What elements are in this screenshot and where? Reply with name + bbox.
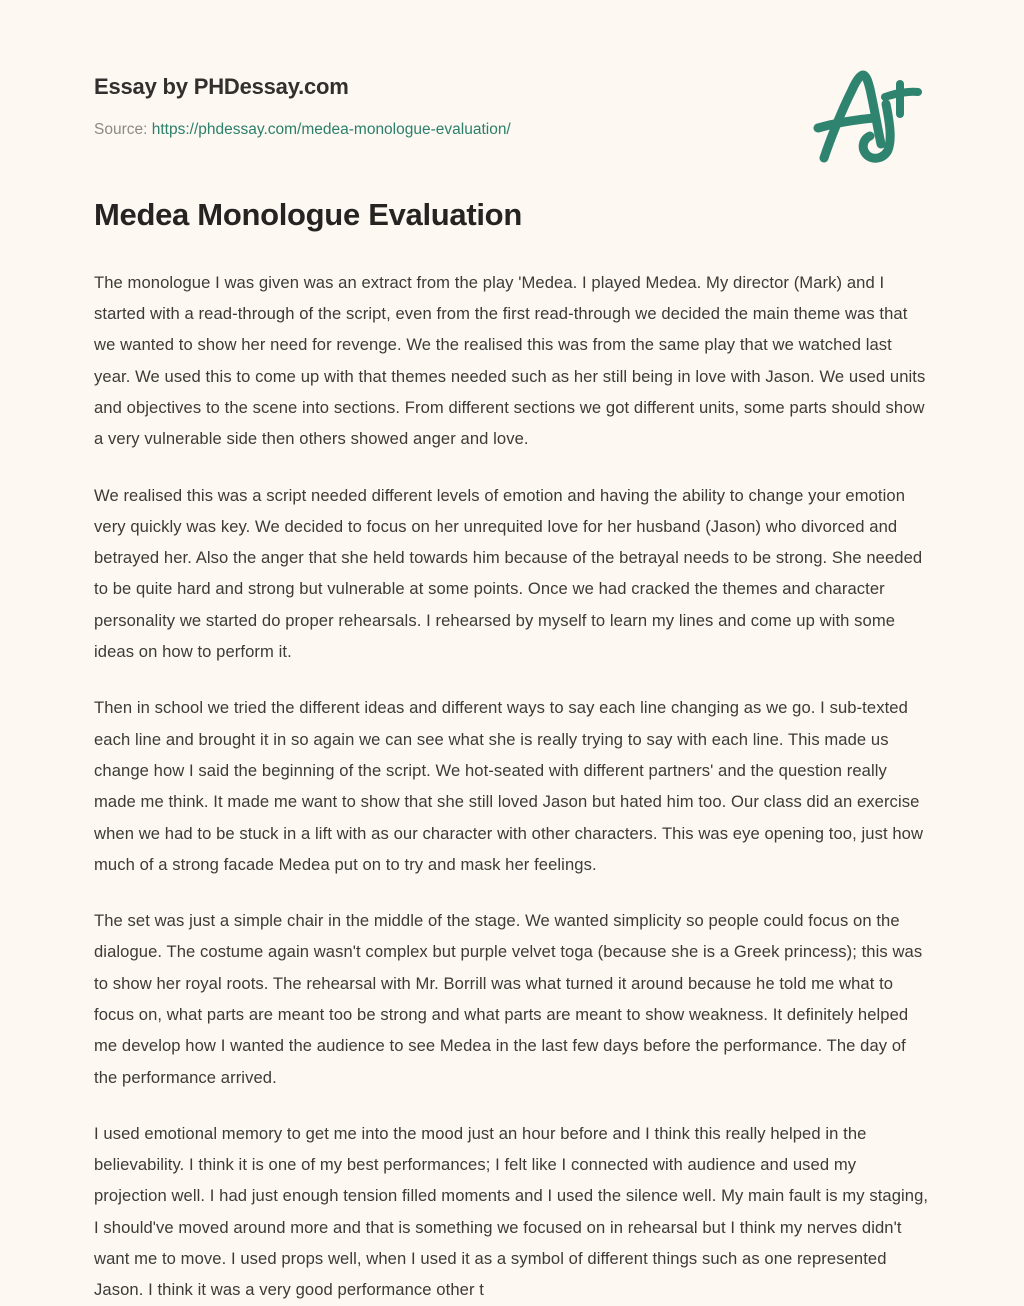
page-title: Medea Monologue Evaluation: [94, 197, 522, 232]
article-paragraph: The monologue I was given was an extract from the play 'Medea. I played Medea. My director (Mark) and I started with a read-through of the script, even from the first read-through we decided the main theme was that we wanted to show her need for revenge. We the realised this was from the same play that we watched last year. We used this to come up with that themes needed such as her still being in love with Jason. We used units and objectives to the scene into sections. From different sections we got different units, some parts should show a very vulnerable side then others showed anger and love.: [94, 272, 926, 449]
source-url-link[interactable]: https://phdessay.com/medea-monologue-evaluation/: [151, 121, 511, 139]
source-label: Source:: [94, 121, 148, 139]
source-line: [94, 120, 930, 140]
article-paragraph: I used emotional memory to get me into the mood just an hour before and I think this really helped in the believability. I think it is one of my best performances; I felt like I connected with audience and used my projection well. I had just enough tension filled moments and I used the silence well. My main fault is my staging, I should've moved around more and that is something we focused on in rehearsal but I think my nerves didn't want me to move. I used props well, when I used it as a symbol of different things such as one represented Jason. I think it was a very good performance other t: [94, 1123, 929, 1300]
article-paragraph: Then in school we tried the different ideas and different ways to say each line changing as we go. I sub-texted each line and brought it in so again we can see what she is really trying to say with each line. This made us change how I said the beginning of the script. We hot-seated with different partners' and the question really made me think. It made me want to show that she still loved Jason but hated him too. Our class did an exercise when we had to be stuck in a lift with as our character with other characters. This was eye opening too, just how much of a strong facade Medea put on to try and mask her feelings.: [94, 698, 924, 874]
site-header: [94, 0, 930, 139]
article-paragraph: We realised this was a script needed different levels of emotion and having the ability to change your emotion very quickly was key. We decided to focus on her unrequited love for her husband (Jason) who divorced and betrayed her. Also the anger that she held towards him because of the betrayal needs to be strong. She needed to be quite hard and strong but vulnerable at some points. Once we had cracked the themes and character personality we started do proper rehearsals. I rehearsed by myself to learn my lines and come up with some ideas on how to perform it.: [94, 485, 923, 662]
article-paragraph: The set was just a simple chair in the middle of the stage. We wanted simplicity so people could focus on the dialogue. The costume again wasn't complex but purple velvet toga (because she is a Greek princess); this was to show her royal roots. The rehearsal with Mr. Borrill was what turned it around because he told me what to focus on, what parts are meant too be strong and what parts are meant to show weakness. It definitely helped me develop how I wanted the audience to see Medea in the last few days before the performance. The day of the performance arrived.: [94, 911, 923, 1087]
brand-title: Essay by PHDessay.com: [94, 74, 349, 99]
a-plus-logo-icon: [808, 62, 932, 166]
article: [94, 196, 930, 1306]
article-body: [94, 267, 930, 1306]
